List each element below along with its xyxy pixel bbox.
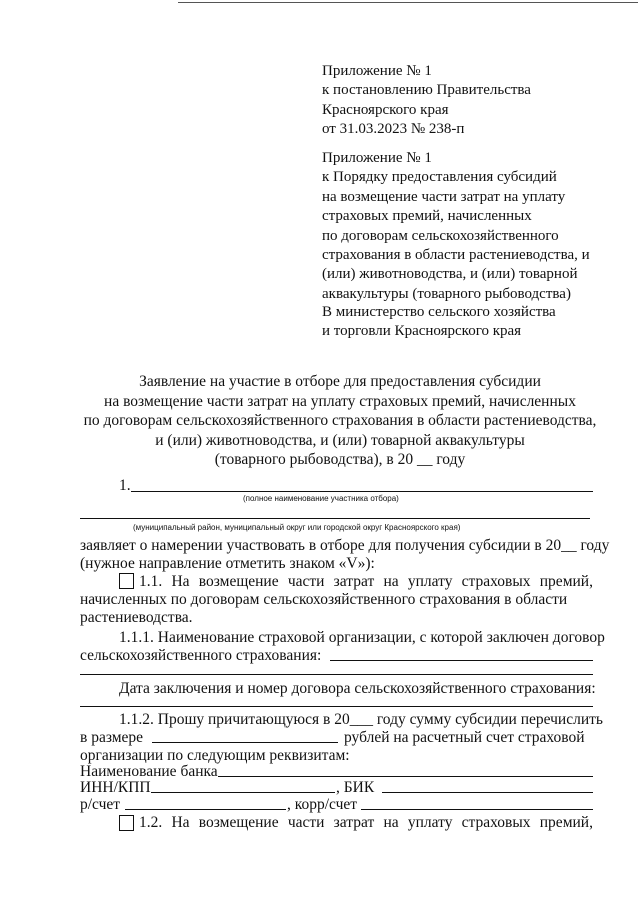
item-number: 1. xyxy=(119,477,131,494)
word: возмещение xyxy=(198,814,279,831)
title-line: на возмещение части затрат на уплату страховых премий, начисленных xyxy=(104,392,576,410)
corr-account-label: , корр/счет xyxy=(287,796,358,813)
municipality-caption: (муниципальный район, муниципальный округ или городской округ Красноярского края) xyxy=(133,523,461,532)
requisites-line: организации по следующим реквизитам: xyxy=(80,747,350,764)
word: На xyxy=(171,573,190,590)
annex-line: от 31.03.2023 № 238-п xyxy=(322,121,465,138)
word: 1.2. xyxy=(139,814,163,831)
annex-line: к Порядку предоставления субсидий xyxy=(322,169,557,186)
option-1-1-line-1 xyxy=(139,573,593,591)
title-line: по договорам сельскохозяйственного страхования в области растениеводства, xyxy=(83,412,597,430)
participant-caption: (полное наименование участника отбора) xyxy=(243,494,399,503)
word: уплату xyxy=(407,814,453,831)
addressee-line: и торговли Красноярского края xyxy=(322,323,522,340)
word: на xyxy=(383,814,399,831)
word: части xyxy=(287,573,325,590)
mark-note: (нужное направление отметить знаком «V»): xyxy=(80,555,375,572)
contract-date-field[interactable] xyxy=(80,706,593,707)
word: части xyxy=(287,814,325,831)
option-1-1-line-3: растениеводства. xyxy=(80,609,193,626)
addressee-block xyxy=(322,303,556,342)
title-line: и (или) животноводства, и (или) товарной аквакультуры xyxy=(155,431,525,449)
option-1-2-line-1 xyxy=(139,814,593,832)
word: затрат xyxy=(333,814,375,831)
annex-line: аквакультуры (товарного рыбоводства) xyxy=(322,285,571,302)
amount-prefix: в размере xyxy=(80,729,144,746)
participant-name-field[interactable] xyxy=(131,491,593,492)
title-line: Заявление на участие в отборе для предоставления субсидии xyxy=(139,373,541,390)
page-top-edge-line xyxy=(178,2,638,3)
declares-line: заявляет о намерении участвовать в отборе для получения субсидии в 20__ году xyxy=(80,537,610,554)
annex-block-government xyxy=(322,62,531,140)
word: возмещение xyxy=(198,573,279,590)
word: затрат xyxy=(333,573,375,590)
annex-line: (или) животноводства, и (или) товарной xyxy=(322,266,578,283)
annex-line: по договорам сельскохозяйственного xyxy=(322,227,559,244)
bank-name-field[interactable] xyxy=(218,776,593,777)
word: уплату xyxy=(407,573,453,590)
municipality-field[interactable] xyxy=(80,518,590,519)
word: на xyxy=(383,573,399,590)
option-1-1-checkbox[interactable] xyxy=(119,573,134,589)
item-1-1-1-line-2: сельскохозяйственного страхования: xyxy=(80,647,322,664)
item-1-1-1-line-1: 1.1.1. Наименование страховой организации, с которой заключен договор xyxy=(119,629,605,646)
annex-line: страхования в области растениеводства, и xyxy=(322,247,590,264)
inn-label: ИНН/КПП xyxy=(80,779,151,796)
insurer-name-field-continued[interactable] xyxy=(80,674,593,675)
corr-account-field[interactable] xyxy=(361,809,593,810)
word: страховых xyxy=(461,814,531,831)
item-1-1-2-line-1: 1.1.2. Прошу причитающуюся в 20___ году сумму субсидии перечислить xyxy=(119,711,603,728)
annex-line: страховых премий, начисленных xyxy=(322,208,532,225)
annex-line: Приложение № 1 xyxy=(322,150,432,166)
contract-date-label: Дата заключения и номер договора сельскохозяйственного страхования: xyxy=(119,680,596,697)
account-label: р/счет xyxy=(80,796,121,813)
amount-suffix: рублей на расчетный счет страховой xyxy=(344,729,585,746)
annex-line: Красноярского края xyxy=(322,101,449,118)
bik-field[interactable] xyxy=(382,792,593,793)
account-field[interactable] xyxy=(125,809,286,810)
option-1-2-checkbox[interactable] xyxy=(119,815,134,831)
title-line: (товарного рыбоводства), в 20 __ году xyxy=(214,451,466,469)
annex-line: Приложение № 1 xyxy=(322,63,432,79)
bank-label: Наименование банка xyxy=(80,763,218,780)
option-1-1-line-2: начисленных по договорам сельскохозяйственного страхования в области xyxy=(80,591,568,608)
word: страховых xyxy=(461,573,531,590)
amount-field[interactable] xyxy=(152,742,338,743)
bik-label: , БИК xyxy=(336,779,375,796)
annex-block-procedure xyxy=(322,149,590,304)
word: премий, xyxy=(539,573,593,590)
inn-field[interactable] xyxy=(151,792,335,793)
insurer-name-field[interactable] xyxy=(330,660,593,661)
document-title xyxy=(60,372,620,470)
annex-line: на возмещение части затрат на уплату xyxy=(322,188,566,205)
word: 1.1. xyxy=(139,573,163,590)
addressee-line: В министерство сельского хозяйства xyxy=(322,304,556,320)
word: премий, xyxy=(539,814,593,831)
annex-line: к постановлению Правительства xyxy=(322,82,531,99)
word: На xyxy=(171,814,190,831)
